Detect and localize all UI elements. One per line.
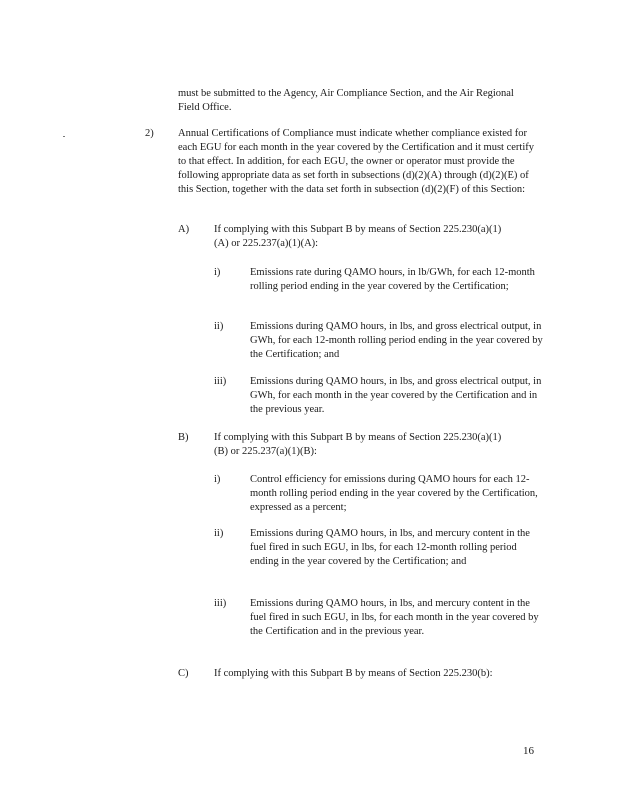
item-a-ii-paragraph: Emissions during QAMO hours, in lbs, and gross electrical output, in GWh, for each 12-month rolling period ending in the year covered by the Certification; and [250, 321, 543, 360]
item-b-ii-label: ii) [214, 528, 224, 539]
item-a-paragraph: If complying with this Subpart B by means of Section 225.230(a)(1)(A) or 225.237(a)(1)(A): [214, 224, 502, 249]
item-b-iii-paragraph: Emissions during QAMO hours, in lbs, and mercury content in the fuel fired in such EGU, in lbs, for each month in the year covered by the Certification and in the previous year. [250, 598, 539, 637]
item-a-iii-paragraph: Emissions during QAMO hours, in lbs, and gross electrical output, in GWh, for each month in the year covered by the Certification and in the previous year. [250, 376, 542, 415]
item-b-label: B) [178, 432, 189, 443]
item-a-label: A) [178, 224, 190, 235]
item-b-i-paragraph: Control efficiency for emissions during QAMO hours for each 12-month rolling period ending in the year covered by the Certification, expressed as a percent; [250, 474, 538, 513]
page-number: 16 [523, 745, 534, 757]
item-c-paragraph: If complying with this Subpart B by means of Section 225.230(b): [214, 668, 493, 679]
section-2-number: 2) [145, 128, 154, 139]
item-b-i-label: i) [214, 474, 221, 485]
item-b-paragraph: If complying with this Subpart B by means of Section 225.230(a)(1)(B) or 225.237(a)(1)(B): [214, 432, 502, 457]
item-b-iii-label: iii) [214, 598, 227, 609]
item-a-iii-label: iii) [214, 376, 227, 387]
item-a-i-label: i) [214, 267, 221, 278]
item-a-i-paragraph: Emissions rate during QAMO hours, in lb/GWh, for each 12-month rolling period ending in the year covered by the Certification; [250, 267, 535, 292]
continuation-paragraph: must be submitted to the Agency, Air Compliance Section, and the Air Regional Field Office. [178, 88, 514, 113]
scan-speck [63, 136, 65, 137]
item-b-ii-paragraph: Emissions during QAMO hours, in lbs, and mercury content in the fuel fired in such EGU, in lbs, for each 12-month rolling period ending in the year covered by the Certification; and [250, 528, 530, 567]
item-a-ii-label: ii) [214, 321, 224, 332]
section-2-paragraph: Annual Certifications of Compliance must indicate whether compliance existed for each EGU for each month in the year covered by the Certification and it must certify to that effect. In addition, for each EGU, the owner or operator must provide the following appropriate data as set forth in subsections (d)(2)(A) through (d)(2)(E) of this Section, together with the data set forth in subsection (d)(2)(F) of this Section: [178, 128, 534, 195]
item-c-label: C) [178, 668, 189, 679]
